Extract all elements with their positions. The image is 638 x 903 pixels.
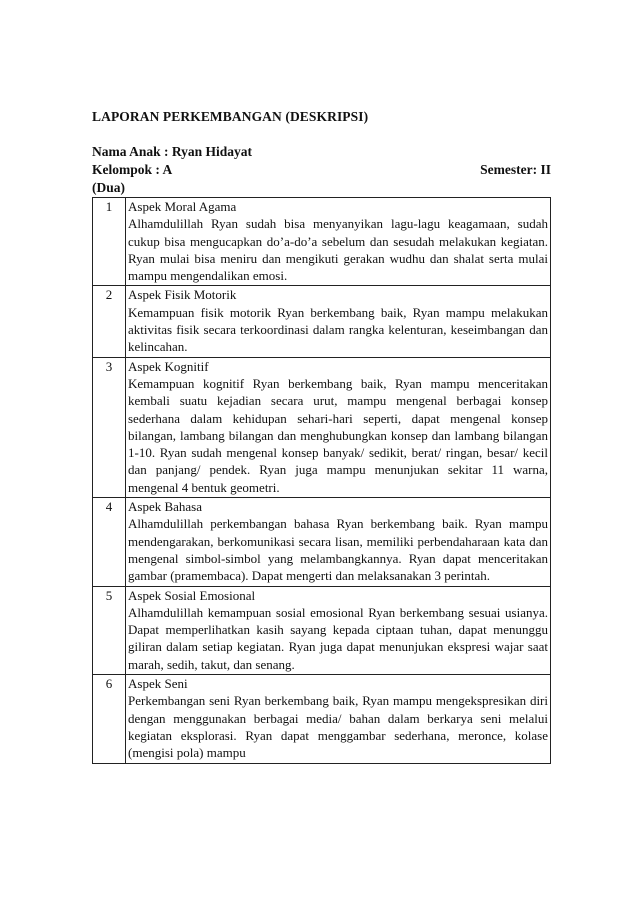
aspect-number: 5 (93, 586, 126, 674)
aspect-cell (126, 198, 551, 286)
aspect-name: Aspek Sosial Emosional (128, 587, 256, 603)
table-row (93, 498, 551, 586)
table-row (93, 586, 551, 674)
aspect-number: 6 (93, 675, 126, 763)
aspect-name: Aspek Bahasa (128, 499, 203, 515)
aspect-description: Alhamdulillah perkembangan bahasa Ryan berkembang baik. Ryan mampu mendengarakan, berkomunikasi secara lisan, memiliki perbendaharaan kata dan mengenal simbol-simbol yang melambangkannya. Ryan dapat menceritakan gambar (pramembaca). Dapat mengerti dan melaksanakan 3 perintah. (128, 516, 548, 584)
semester-label: Semester: II (480, 162, 551, 177)
aspect-cell (126, 586, 551, 674)
aspect-name: Aspek Kognitif (128, 358, 209, 374)
aspect-description: Perkembangan seni Ryan berkembang baik, Ryan mampu mengekspresikan diri dengan menggunakan berbagai media/ bahan dalam berkarya seni melalui kegiatan eksplorasi. Ryan dapat menggambar sederhana, meronce, kolase (mengisi pola) mampu (128, 693, 548, 761)
aspect-cell (126, 498, 551, 586)
report-title: LAPORAN PERKEMBANGAN (DESKRIPSI) (92, 109, 369, 124)
student-group: Kelompok : A (92, 162, 173, 177)
report-page (92, 108, 551, 764)
aspect-cell (126, 357, 551, 497)
table-row (93, 286, 551, 357)
student-name-row (92, 143, 551, 161)
aspect-number: 3 (93, 357, 126, 497)
aspect-table (92, 197, 551, 764)
aspect-number: 4 (93, 498, 126, 586)
aspect-number: 1 (93, 198, 126, 286)
semester-word: (Dua) (92, 180, 125, 195)
aspect-cell (126, 286, 551, 357)
student-name: Nama Anak : Ryan Hidayat (92, 144, 253, 159)
aspect-name: Aspek Seni (128, 676, 188, 692)
table-row (93, 357, 551, 497)
table-row (93, 675, 551, 763)
group-row (92, 161, 551, 179)
aspect-description: Kemampuan fisik motorik Ryan berkembang baik, Ryan mampu melakukan aktivitas fisik secara terkoordinasi dalam rangka kelenturan, keseimbangan dan kelincahan. (128, 304, 548, 355)
semester-cont-row (92, 179, 551, 197)
aspect-description: Alhamdulillah Ryan sudah bisa menyanyikan lagu-lagu keagamaan, sudah cukup bisa mengucapkan do’a-do’a sebelum dan sesudah melakukan kegiatan. Ryan mulai bisa meniru dan mengikuti gerakan wudhu dan shalat serta mulai mampu mengendalikan emosi. (128, 216, 548, 284)
table-row (93, 198, 551, 286)
aspect-name: Aspek Moral Agama (128, 199, 237, 214)
aspect-cell (126, 675, 551, 763)
aspect-number: 2 (93, 286, 126, 357)
aspect-name: Aspek Fisik Motorik (128, 287, 237, 303)
aspect-description: Alhamdulillah kemampuan sosial emosional Ryan berkembang sesuai usianya. Dapat memperlihatkan kasih sayang kepada ciptaan tuhan, dapat menunggu giliran dalam setiap kegiatan. Ryan juga dapat menunjukan ekspresi wajar saat marah, sedih, takut, dan senang. (128, 604, 548, 672)
aspect-description: Kemampuan kognitif Ryan berkembang baik, Ryan mampu menceritakan kembali suatu kejadian secara urut, mampu mengenal berbagai konsep sederhana dalam kehidupan sehari-hari seperti, dapat mengenal konsep bilangan, lambang bilangan dan menghubungkan konsep dan lambang bilangan 1-10. Ryan sudah mengenal konsep banyak/ sedikit, berat/ ringan, besar/ kecil dan panjang/ pendek. Ryan juga mampu menunjukan sekitar 11 warna, mengenal 4 bentuk geometri. (128, 375, 548, 495)
student-info (92, 143, 551, 197)
